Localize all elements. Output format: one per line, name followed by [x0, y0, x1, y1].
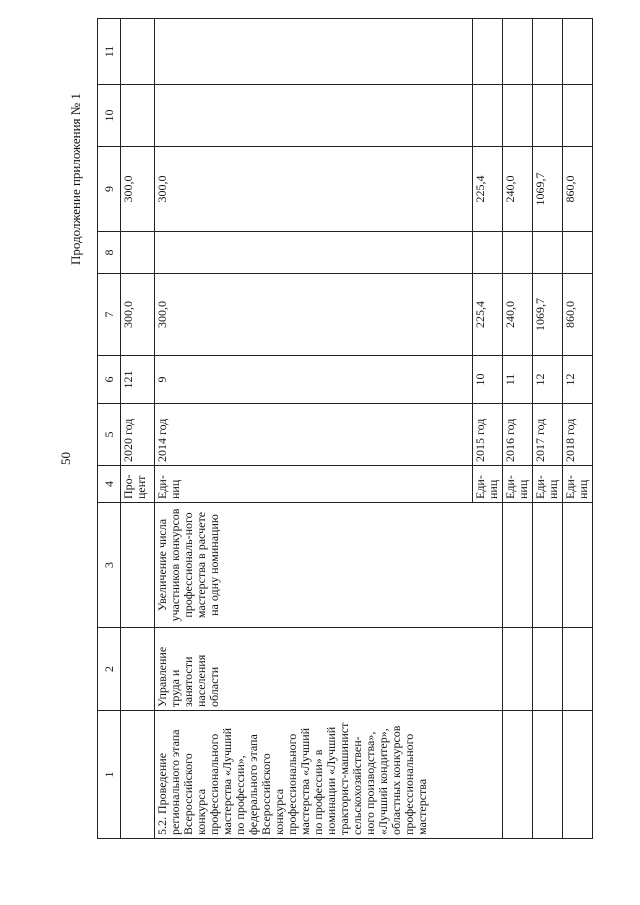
table-row	[563, 19, 593, 839]
col-header-7: 7	[98, 274, 121, 356]
page-number: 50	[58, 452, 73, 465]
col-header-3: 3	[98, 503, 121, 628]
continuation-label: Продолжение приложения № 1	[68, 93, 83, 265]
col-header-4: 4	[98, 466, 121, 503]
col-header-1: 1	[98, 711, 121, 839]
col-header-11: 11	[98, 19, 121, 85]
cell-unit: Еди- ниц	[563, 466, 593, 503]
cell-value-9: 240,0	[503, 147, 533, 232]
col-header-6: 6	[98, 356, 121, 404]
cell-value-7: 300,0	[155, 274, 473, 356]
cell-value-7: 1069,7	[533, 274, 563, 356]
cell-count: 12	[533, 356, 563, 404]
cell-unit: Еди- ниц	[503, 466, 533, 503]
table-row	[155, 19, 473, 839]
cell-count: 9	[155, 356, 473, 404]
cell-year: 2020 год	[121, 404, 155, 466]
cell-value-9: 225,4	[473, 147, 503, 232]
col-header-9: 9	[98, 147, 121, 232]
cell-value-9: 860,0	[563, 147, 593, 232]
cell-count: 12	[563, 356, 593, 404]
cell-value-7: 240,0	[503, 274, 533, 356]
cell-unit: Еди- ниц	[473, 466, 503, 503]
cell-count: 10	[473, 356, 503, 404]
cell-unit: Еди- ниц	[155, 466, 473, 503]
indicator-cell: Увеличение числа участников конкурсов профессиональ-ного мастерства в расчете на одну номинацию	[155, 503, 503, 628]
cell-value-7: 225,4	[473, 274, 503, 356]
cell-value-9: 300,0	[121, 147, 155, 232]
col-header-8: 8	[98, 232, 121, 274]
cell-unit: Про- цент	[121, 466, 155, 503]
cell-value-7: 860,0	[563, 274, 593, 356]
cell-unit: Еди- ниц	[533, 466, 563, 503]
cell-year: 2014 год	[155, 404, 473, 466]
table-row	[533, 19, 563, 839]
col-header-2: 2	[98, 628, 121, 711]
activity-cell: 5.2. Проведение регионального этапа Всероссийского конкурса профессионального мастерства «Лучший по профессии», федерального этапа Всероссийского конкурса профессионального мастерства «Лучший по профессии» в номинации «Лучший тракторист-машинист сельскохозяйствен-ного производства», «Лучший кондитер», областных конкурсов профессионального мастерства	[155, 711, 503, 839]
executor-cell: Управление труда и занятости населения области	[155, 628, 503, 711]
cell-value-9: 300,0	[155, 147, 473, 232]
cell-count: 11	[503, 356, 533, 404]
cell-year: 2015 год	[473, 404, 503, 466]
cell-value-9: 1069,7	[533, 147, 563, 232]
column-number-row	[98, 19, 121, 839]
table-row-top	[121, 19, 155, 839]
cell-value-7: 300,0	[121, 274, 155, 356]
cell-year: 2017 год	[533, 404, 563, 466]
col-header-10: 10	[98, 85, 121, 147]
cell-year: 2016 год	[503, 404, 533, 466]
cell-year: 2018 год	[563, 404, 593, 466]
table-row	[503, 19, 533, 839]
appendix-table	[97, 18, 593, 839]
cell-count: 121	[121, 356, 155, 404]
col-header-5: 5	[98, 404, 121, 466]
